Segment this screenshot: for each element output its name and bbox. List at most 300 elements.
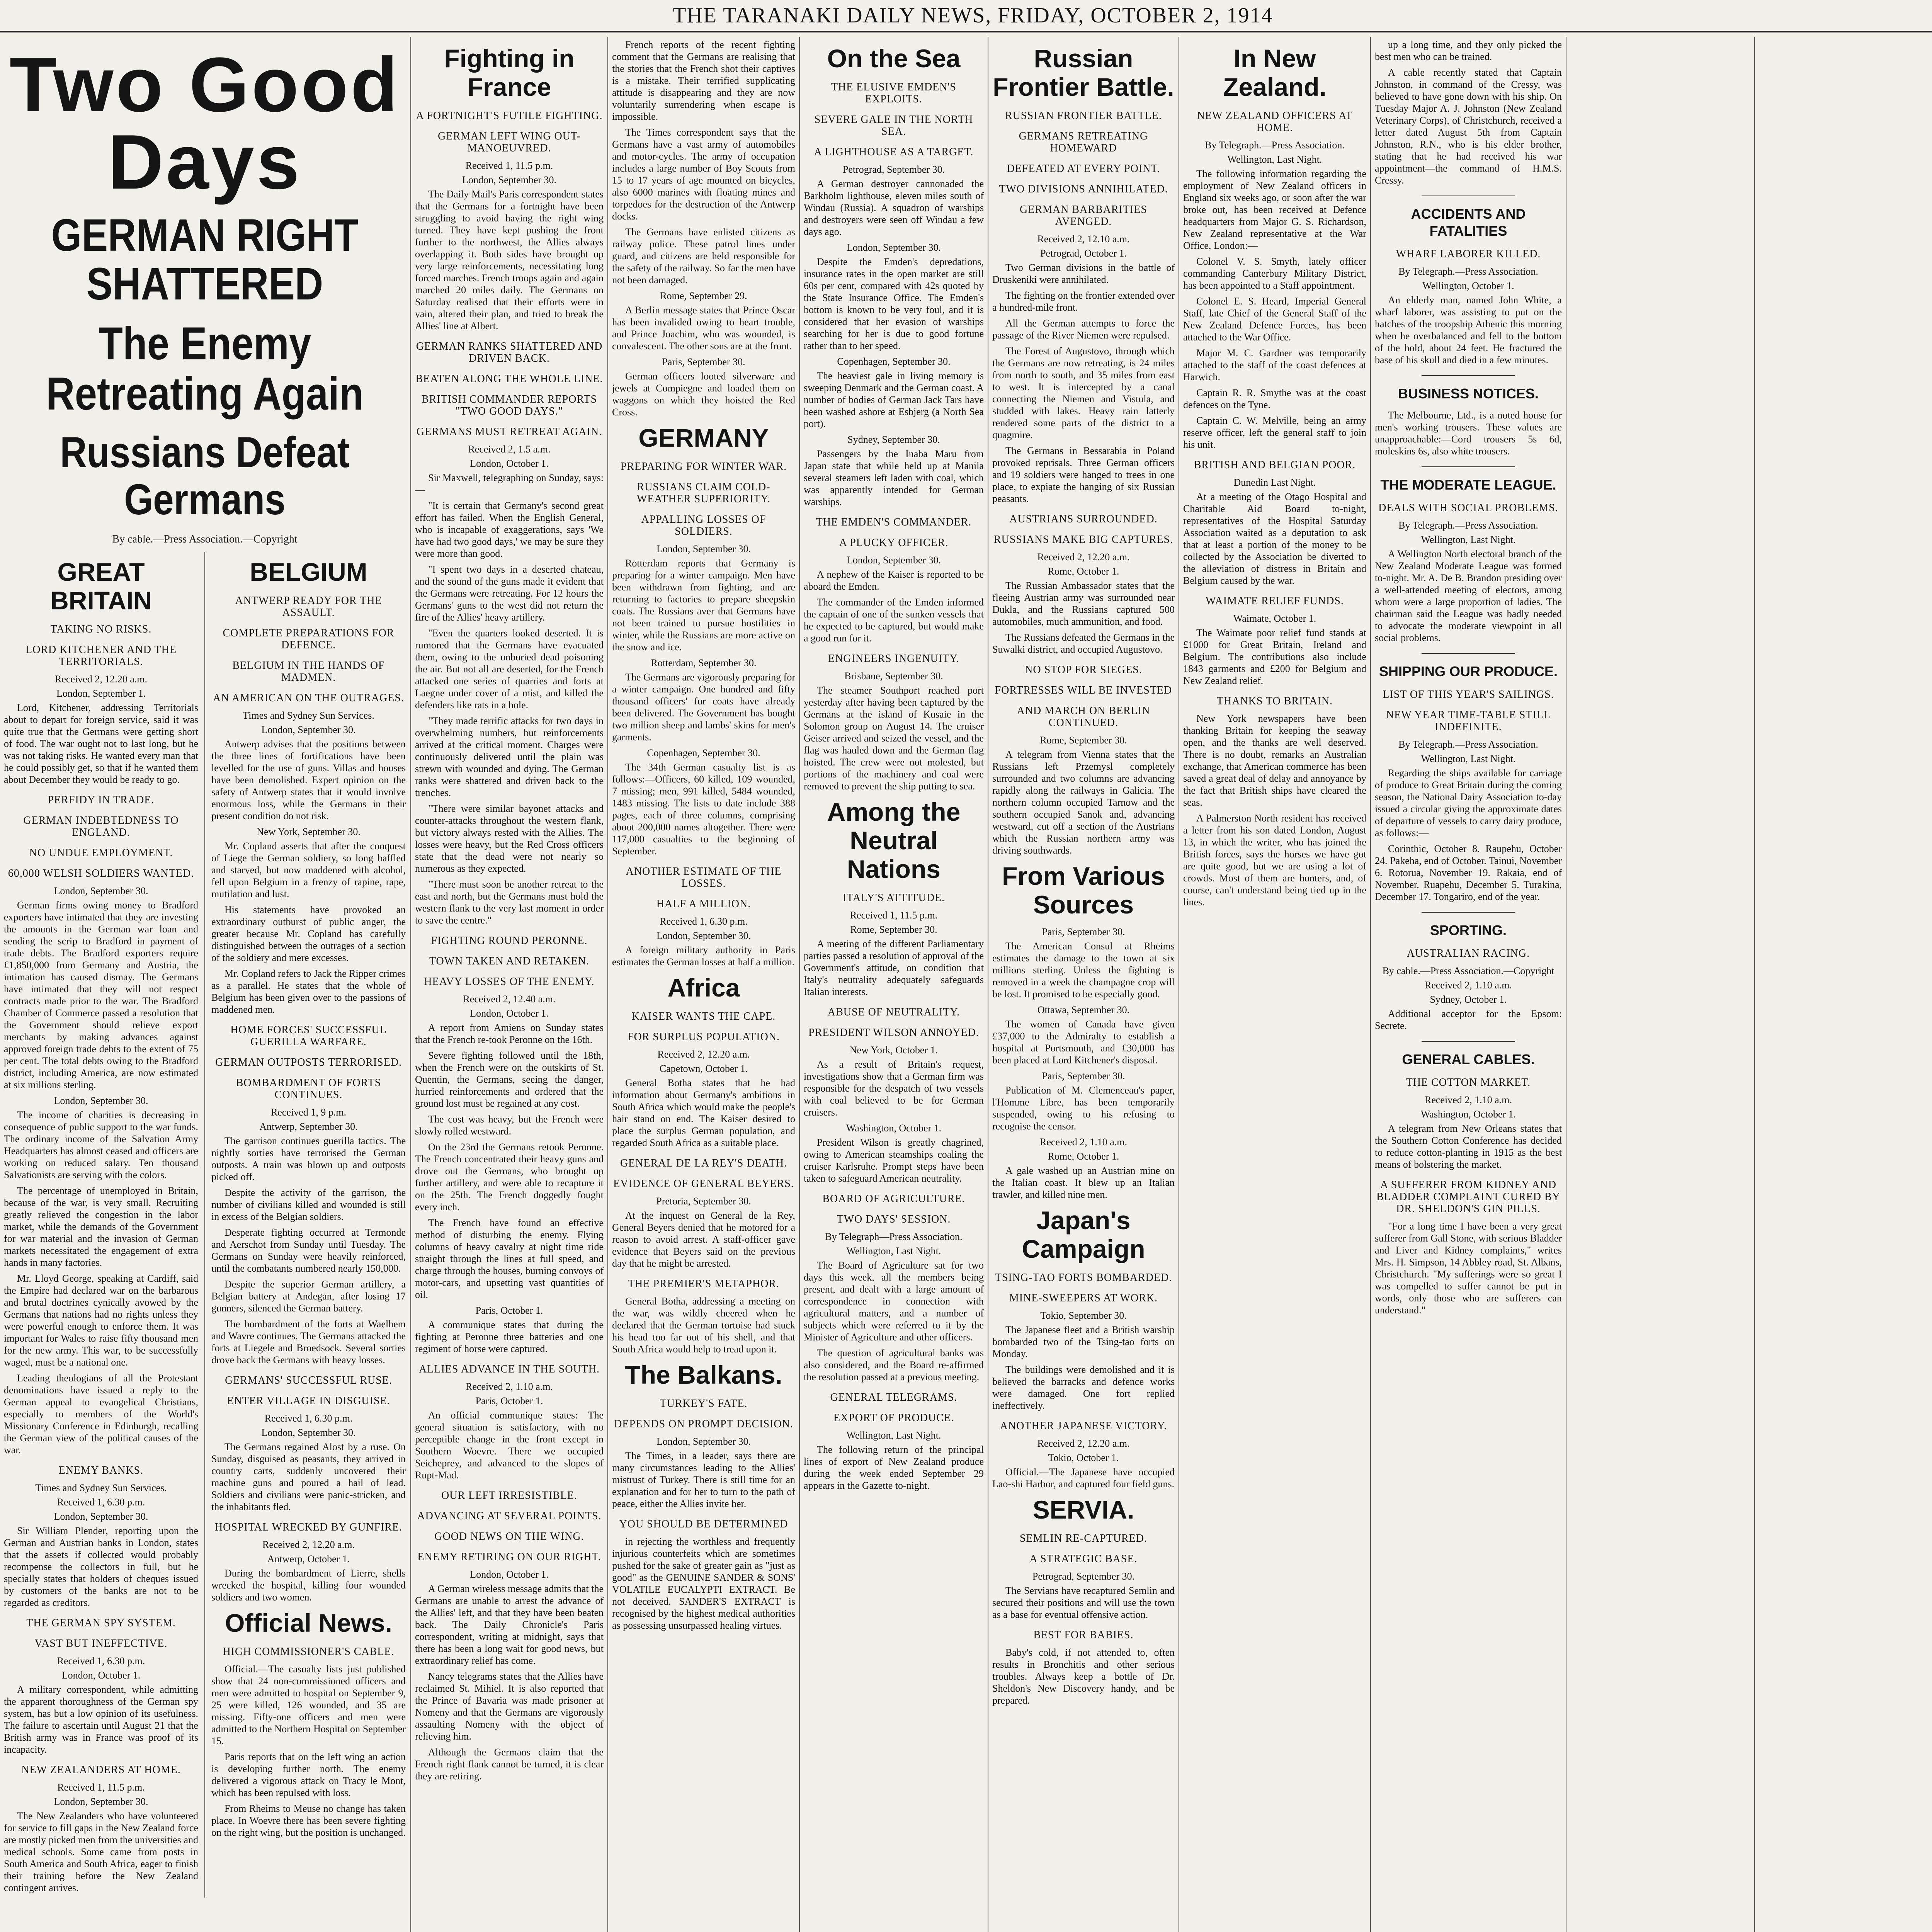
paragraph: The steamer Southport reached port yesterday after having been captured by the Germans at the island of Kusaie in the Solomon group on August 14. The cruiser Geiser arrived and seized the vessel, and the flag was hauled down and the German flag hoisted. The crew were not molested, but portions of the machinery and coal were removed to prevent the ship putting to sea. (804, 685, 984, 792)
subheading: ENGINEERS INGENUITY. (828, 653, 959, 665)
paragraph: Despite the Emden's depredations, insurance rates in the open market are still 60s per cent, compared with 42s quoted by the State Insurance Office. The Emden's bottom is known to be very foul, and it is considered that her evasion of warships searching for her is due to good fortune rather than to her speed. (804, 256, 984, 351)
germany-column (608, 39, 799, 1932)
section-heading: BELGIUM (250, 558, 367, 586)
subheading: AUSTRALIAN RACING. (1406, 947, 1530, 959)
dateline: London, October 1. (470, 1569, 549, 1580)
paragraph: Two German divisions in the battle of Druskeniki were annihilated. (992, 262, 1175, 285)
subheading: GERMAN INDEBTEDNESS TO ENGLAND. (23, 815, 179, 838)
paragraph: General Botha, addressing a meeting on the war, was wildly cheered when he declared that the German tortoise had stuck his head too far out of his shell, and that South Africa would help to tread upon it. (612, 1296, 795, 1355)
paragraph: New York newspapers have been thanking Britain for keeping the seaway open, and the thanks are well deserved. There is no doubt, remarks an Australian exchange, that American commerce has been saved a great deal of delay and annoyance by the fact that British ships have cleared the seas. (1183, 713, 1366, 808)
paragraph: The Waimate poor relief fund stands at £1000 for Great Britain, Ireland and Belgium. The contributions also include 1843 garments and £200 for Belgium and New Zealand relief. (1183, 627, 1366, 686)
subheading: TURKEY'S FATE. (660, 1398, 748, 1410)
subheading: HOME FORCES' SUCCESSFUL GUERILLA WARFARE. (230, 1024, 387, 1048)
subheading: DEPENDS ON PROMPT DECISION. (614, 1418, 793, 1430)
section-heading: Russian Frontier Battle. (993, 44, 1174, 101)
subheading: VAST BUT INEFFECTIVE. (34, 1638, 168, 1650)
dateline: Received 2, 1.10 a.m. (1425, 1094, 1512, 1105)
subheading: LORD KITCHENER AND THE TERRITORIALS. (26, 644, 177, 668)
subheading: GENERAL DE LA REY'S DEATH. (620, 1157, 787, 1169)
subheading: GERMANS RETREATING HOMEWARD (1019, 130, 1148, 154)
dateline: Pretoria, September 30. (656, 1196, 751, 1207)
subheading: ANTWERP READY FOR THE ASSAULT. (235, 595, 382, 619)
subheading: ENTER VILLAGE IN DISGUISE. (227, 1395, 390, 1407)
dateline: London, September 1. (56, 688, 146, 699)
subheading: WAIMATE RELIEF FUNDS. (1206, 595, 1344, 607)
subheading: GERMAN BARBARITIES AVENGED. (1020, 204, 1147, 228)
paragraph: Official.—The casualty lists just published show that 24 non-commissioned officers and men were admitted to hospital on September 9, 25 were killed, 126 wounded, and 35 are missing. Fifty-one officers and men were admitted to the Northern Hospital on September 15. (211, 1663, 406, 1747)
paragraph: The heaviest gale in living memory is sweeping Denmark and the German coast. A number of bodies of German Jack Tars have been washed ashore at Esbjerg (a North Sea port). (804, 370, 984, 429)
dateline: Wellington, Last Night. (1421, 534, 1516, 545)
dateline: Washington, October 1. (1420, 1109, 1516, 1120)
lead-story (0, 39, 410, 1932)
paragraph: A foreign military authority in Paris estimates the German losses at half a million. (612, 944, 795, 968)
paragraph: The Germans in Bessarabia in Poland provoked reprisals. Three German officers and 19 soldiers were hanged to trees in one place, to expiate the hanging of six Russian peasants. (992, 445, 1175, 504)
dateline: Antwerp, October 1. (267, 1553, 350, 1565)
section-heading: BUSINESS NOTICES. (1398, 386, 1539, 401)
section-heading: GENERAL CABLES. (1402, 1051, 1535, 1067)
subheading: GERMAN OUTPOSTS TERRORISED. (215, 1056, 402, 1068)
subheading: DEFEATED AT EVERY POINT. (1007, 163, 1160, 175)
dateline: Received 2, 12.20 a.m. (1037, 551, 1130, 563)
section-heading: ACCIDENTS AND FATALITIES (1411, 206, 1526, 239)
headline-secondary: GERMAN RIGHT SHATTERED (51, 210, 359, 310)
paragraph: Rotterdam reports that Germany is preparing for a winter campaign. Men have been withdrawn from fighting, and are returning to factories to prepare sheepskin coats. The Russians aver that Germans have not been trained to pursue hostilities in winter, while the Russians are more active on the snow and ice. (612, 558, 795, 653)
subheading: THE GERMAN SPY SYSTEM. (26, 1617, 176, 1629)
paragraph: The Daily Mail's Paris correspondent states that the Germans for a fortnight have been struggling to avoid having the right wing turned. They have kept pushing the front further to the northwest, the Allies always overlapping it. Both sides have brought up very large reinforcements, necessitating long forced marches. French troops again and again marched 20 miles daily. The Germans on Saturday realised that their efforts were in vain, altered their plan, and tried to break the Allies' line at Albert. (415, 189, 604, 332)
subheading: FIGHTING ROUND PERONNE. (431, 935, 588, 947)
subheading: NEW ZEALAND OFFICERS AT HOME. (1197, 110, 1353, 134)
section-heading: THE MODERATE LEAGUE. (1380, 477, 1556, 493)
dateline: By Telegraph—Press Association. (825, 1231, 963, 1242)
subheading: 60,000 WELSH SOLDIERS WANTED. (8, 867, 194, 879)
dateline: Antwerp, September 30. (259, 1121, 358, 1132)
dateline: Received 2, 12.40 a.m. (463, 993, 556, 1005)
dateline: Dunedin Last Night. (1233, 477, 1316, 488)
dateline: Rome, October 1. (1048, 566, 1119, 577)
paragraph: The Board of Agriculture sat for two days this week, all the members being present, and dealt with a large amount of correspondence in connection with agricultural matters, and a number of subjects which were referred to it by the Minister of Agriculture and other officers. (804, 1260, 984, 1343)
dateline: Received 2, 1.10 a.m. (1040, 1136, 1127, 1148)
paragraph: Desperate fighting occurred at Termonde and Aerschot from Sunday until Tuesday. The Germans on Sunday were heavily reinforced, until the combatants numbered nearly 150,000. (211, 1227, 406, 1274)
paragraph: Despite the activity of the garrison, the number of civilians killed and wounded is still in excess of the Belgian soldiers. (211, 1187, 406, 1222)
paragraph: The buildings were demolished and it is believed the barracks and defence works were damaged. One fort replied ineffectively. (992, 1364, 1175, 1411)
dateline: London, October 1. (61, 1670, 141, 1681)
subheading: HOSPITAL WRECKED BY GUNFIRE. (214, 1521, 403, 1533)
dateline: By Telegraph.—Press Association. (1398, 520, 1538, 531)
paragraph: Corinthic, October 8. Raupehu, October 24. Pakeha, end of October. Tainui, November 6. Rotorua, November 19. Rakaia, end of November. Ruapehu, December 5. Turakina, December 17. Tongariro, end of the year. (1375, 843, 1562, 902)
paragraph: Lord, Kitchener, addressing Territorials about to depart for foreign service, said it was quite true that the Germans were getting short of food. The war ought not to last long, but he was not taking risks. He wanted every man that he could possibly get, so that if he wanted them about December they would be ready to go. (4, 702, 198, 785)
dateline: Received 1, 11.5 p.m. (465, 160, 553, 171)
dateline: Sydney, September 30. (847, 434, 940, 445)
dateline: Rome, September 30. (1040, 735, 1127, 746)
dateline: Petrograd, September 30. (842, 164, 945, 175)
dateline: By Telegraph.—Press Association. (1398, 266, 1538, 277)
lead-subcolumns (4, 552, 406, 1898)
paragraph: Mr. Copland asserts that after the conquest of Liege the German soldiery, so long baffled and starved, but now maddened with alcohol, fell upon Belgium in a frenzy of rapine, rape, mutilation and lust. (211, 840, 406, 900)
paragraph: The commander of the Emden informed the captain of one of the sunken vessels that he expected to be captured, but would make a good run for it. (804, 597, 984, 644)
subheading: GERMAN RANKS SHATTERED AND DRIVEN BACK. (416, 340, 603, 364)
subheading: TWO DAYS' SESSION. (837, 1213, 951, 1225)
dateline: Received 1, 11.5 p.m. (850, 910, 938, 921)
paragraph: Official.—The Japanese have occupied Lao-shi Harbor, and captured four field guns. (992, 1466, 1175, 1490)
paragraph: Colonel V. S. Smyth, lately officer commanding Canterbury Military District, has been appointed to a Staff appointment. (1183, 256, 1366, 291)
dateline: London, September 30. (261, 724, 356, 735)
dateline: By Telegraph.—Press Association. (1398, 739, 1538, 750)
advertisement-heading: YOU SHOULD BE DETERMINED (619, 1518, 788, 1530)
paragraph: A German wireless message admits that the Germans are unable to arrest the advance of the Allies' left, and that they have been beaten back. The Daily Chronicle's Paris correspondent, writing at midnight, says that there has been a long wait for good news, but extraordinary relief has come. (415, 1583, 604, 1666)
paragraph: On the 23rd the Germans retook Peronne. The French concentrated their heavy guns and drove out the Germans, who brought up further artillery, and were able to recapture it on the 25th. The French doggedly fought every inch. (415, 1141, 604, 1213)
section-heading: SPORTING. (1430, 922, 1507, 938)
subheading: ANOTHER JAPANESE VICTORY. (1000, 1420, 1167, 1432)
paragraph: "Even the quarters looked deserted. It is rumored that the Germans have evacuated them, owing to the unburied dead poisoning the air. But not all are deserted, for the French attacked one series of quarries and forts at Laegne under cover of a mist, and killed the defenders like rats in a hole. (415, 628, 604, 711)
subheading: ITALY'S ATTITUDE. (842, 892, 945, 904)
subheading: GERMANS MUST RETREAT AGAIN. (416, 426, 602, 438)
paragraph: "I spent two days in a deserted chateau, and the sound of the guns made it evident that the Germans were retreating. For 12 hours the Germans' guns to the west did not return the fire of the Allies' heavy artillery. (415, 564, 604, 623)
section-heading: Fighting in France (444, 44, 575, 101)
dateline: Petrograd, October 1. (1040, 248, 1127, 259)
column-rule (1754, 37, 1755, 1932)
paragraph: A Wellington North electoral branch of the New Zealand Moderate League was formed to-night. Mr. A. De B. Brandon presiding over a well-attended meeting of electors, among whom were a large proportion of ladies. The chairman said the League was badly needed to advocate the moderate viewpoint in all social problems. (1375, 548, 1562, 643)
headline-tertiary: The Enemy Retreating Again (46, 318, 364, 420)
paragraph: An official communique states: The general situation is satisfactory, with no perceptible change in the front except in Southern Woevre. There we occupied Seicheprey, and advanced to the slopes of Rupt-Mad. (415, 1410, 604, 1481)
advertisement-heading: A SUFFERER FROM KIDNEY AND BLADDER COMPLAINT CURED BY DR. SHELDON'S GIN PILLS. (1376, 1179, 1560, 1215)
dateline: Waimate, October 1. (1233, 613, 1316, 624)
paragraph: The Forest of Augustovo, through which the Germans are now retreating, is 24 miles from north to south, and 35 miles from east to west. It is intercepted by a canal connecting the Niemen and Vistula, and studded with lakes. Heavy rain latterly rendered some parts of the district to a quagmire. (992, 345, 1175, 440)
advertisement-text: in rejecting the worthless and frequently injurious counterfeits which are sometimes pushed for the sake of greater gain as "just as good" as the GENUINE SANDER & SONS' VOLATILE EUCALYPTI EXTRACT. Be not deceived. SANDER'S EXTRACT is recognised by the highest medical authorities as possessing unsurpassed healing virtues. (612, 1536, 795, 1631)
subheading: THANKS TO BRITAIN. (1216, 695, 1333, 707)
subheading: TOWN TAKEN AND RETAKEN. (429, 955, 590, 967)
paragraph: The Germans are vigorously preparing for a winter campaign. One hundred and fifty thousand officers' fur coats have already been delivered. The Government has bought two million sheep and lambs' skins for men's garments. (612, 672, 795, 743)
section-heading: From Various Sources (1002, 862, 1165, 919)
paragraph: President Wilson is greatly chagrined, owing to American steamships coaling the cruiser Karlsruhe. Prompt steps have been taken to safeguard American neutrality. (804, 1137, 984, 1184)
dateline: Rome, September 30. (850, 924, 937, 935)
section-heading: Japan's Campaign (1022, 1206, 1145, 1263)
dateline: New York, September 30. (257, 826, 361, 837)
dateline: London, October 1. (470, 458, 549, 469)
subheading: RUSSIANS CLAIM COLD-WEATHER SUPERIORITY. (636, 481, 771, 505)
subheading: PREPARING FOR WINTER WAR. (620, 461, 787, 473)
paragraph: The Times, in a leader, says there are many circumstances leading to the Allies' mistrust of Turkey. There is still time for an explanation and for her to turn to the path of peace, either the Allies invite her. (612, 1450, 795, 1509)
subheading: SEMLIN RE-CAPTURED. (1019, 1532, 1148, 1544)
paragraph: The Germans regained Alost by a ruse. On Sunday, disguised as peasants, they arrived in country carts, suddenly uncovered their machine guns and poured a hail of lead. Soldiers and civilians were panic-stricken, and the inhabitants fled. (211, 1441, 406, 1512)
paragraph: A telegram from New Orleans states that the Southern Cotton Conference has decided to reduce cotton-planting in 1915 as the best means of bolstering the market. (1375, 1123, 1562, 1170)
paragraph: A cable recently stated that Captain Johnston, in command of the Cressy, was believed to have gone down with his ship. On Tuesday Major A. J. Johnston (New Zealand Veterinary Corps), of Christchurch, received a letter dated August 5th from Captain Johnston, R.N., who is his elder brother, stating that he had received his war appointment—the command of H.M.S. Cressy. (1375, 67, 1562, 186)
paragraph: German firms owing money to Bradford exporters have intimated that they are investing the amounts in the German war loan and sending the scrip to Bradford in payment of trade debts. The Bradford exporters require £1,850,000 from Germany and Austria, the intimation has caused dismay. The Germans have intimated that they will not respect contracts made prior to the war. The Bradford Chamber of Commerce passed a resolution that the Government should relieve export merchants by making advances against approved foreign trade debts to the extent of 75 per cent. The total debts owing to the Bradford district, including America, are now estimated at six millions sterling. (4, 900, 198, 1090)
paragraph: The income of charities is decreasing in consequence of public support to the war funds. The ordinary income of the Salvation Army Headquarters has almost ceased and officers are working on reduced salary. Ten thousand Salvationists are serving with the colors. (4, 1109, 198, 1180)
new-zealand-column (1179, 39, 1370, 1932)
dateline: Rome, October 1. (1048, 1151, 1119, 1162)
advertisement-text: "For a long time I have been a very great sufferer from Gall Stone, with serious Bladder and Liver and Kidney complaints," writes Mrs. H. Simpson, 14 Abbley road, St. Albans, Christchurch. "My sufferings were so great I was compelled to suffer cannot be put in words, only those who are sufferers can understand." (1375, 1221, 1562, 1316)
subheading: GOOD NEWS ON THE WING. (434, 1531, 584, 1543)
dateline: London, September 30. (54, 885, 148, 896)
divider (1422, 653, 1515, 654)
section-heading: Among the Neutral Nations (827, 798, 961, 883)
subheading: HEAVY LOSSES OF THE ENEMY. (424, 976, 595, 988)
dateline: Received 2, 12.20 a.m. (1037, 1438, 1130, 1449)
paragraph: Sir William Plender, reporting upon the German and Austrian banks in London, states that the assets if collected would probably recompense the collectors in full, but he specially states that holders of cheques issued by customers of the banks are not to be regarded as creditors. (4, 1525, 198, 1608)
headline-quaternary: Russians Defeat Germans (60, 428, 350, 524)
subheading: RUSSIANS MAKE BIG CAPTURES. (993, 534, 1173, 546)
paragraph: The Times correspondent says that the Germans have a vast army of automobiles and motor-cycles. The army of occupation includes a large number of Boy Scouts from 15 to 17 years of age mounted on bicycles, also 6000 marines with floating mines and torpedoes for the destruction of the Antwerp docks. (612, 127, 795, 222)
paragraph: Additional acceptor for the Epsom: Secrete. (1375, 1008, 1562, 1031)
subheading: RUSSIAN FRONTIER BATTLE. (1005, 110, 1162, 122)
paragraph: A Palmerston North resident has received a letter from his son dated London, August 13, in which the writer, who has joined the British forces, says the horses we have got are quite good, but we are using a lot of crowds. Most of them are hunters, and, of course, can't understand being tied up in the lines. (1183, 813, 1366, 908)
dateline: Received 1, 6.30 p.m. (57, 1655, 145, 1667)
paragraph: The Servians have recaptured Semlin and secured their positions and will use the town as a base for eventual offensive action. (992, 1585, 1175, 1620)
subheading: AN AMERICAN ON THE OUTRAGES. (213, 692, 404, 704)
paragraph: Captain R. R. Smythe was at the coast defences on the Tyne. (1183, 387, 1366, 410)
dateline: London, September 30. (54, 1796, 148, 1807)
subheading: ALLIES ADVANCE IN THE SOUTH. (419, 1363, 600, 1375)
subheading: THE EMDEN'S COMMANDER. (816, 516, 972, 528)
subheading: A STRATEGIC BASE. (1029, 1553, 1138, 1565)
subheading: NO STOP FOR SIEGES. (1025, 664, 1142, 676)
dateline: London, September 30. (846, 242, 941, 253)
paragraph: The Japanese fleet and a British warship bombarded two of the Tsing-tao forts on Monday. (992, 1324, 1175, 1359)
subheading: WHARF LABORER KILLED. (1396, 248, 1541, 260)
dateline: Rotterdam, September 30. (651, 657, 757, 668)
paragraph: The question of agricultural banks was also considered, and the Board re-affirmed the resolution passed at a previous meeting. (804, 1347, 984, 1383)
paragraph: Sir Maxwell, telegraphing on Sunday, says:— (415, 472, 604, 495)
dateline: Received 1, 9 p.m. (271, 1107, 346, 1118)
dateline: Paris, October 1. (475, 1305, 543, 1316)
section-heading: GREAT BRITAIN (50, 558, 152, 615)
paragraph: "There must soon be another retreat to the east and north, but the Germans must hold the western flank to the very last moment in order to save the centre." (415, 879, 604, 926)
column-rule (204, 552, 205, 1898)
subheading: LIST OF THIS YEAR'S SAILINGS. (1383, 689, 1554, 701)
dateline: Received 2, 1.10 a.m. (1425, 980, 1512, 991)
subheading: ADVANCING AT SEVERAL POINTS. (417, 1510, 602, 1522)
paragraph: The Russian Ambassador states that the fleeing Austrian army was surrounded near Dukla, and the Russians captured 500 automobiles, much ammunition, and food. (992, 580, 1175, 627)
paragraph: Regarding the ships available for carriage of produce to Great Britain during the coming season, the National Dairy Association to-day issued a circular giving the approximate dates of departure of vessels to carry dairy produce, as follows:— (1375, 767, 1562, 838)
paragraph: The women of Canada have given £37,000 to the Admiralty to establish a hospital at Portsmouth, and £30,000 has been placed at Lord Kitchener's disposal. (992, 1019, 1175, 1066)
dateline: Received 1, 6.30 p.m. (264, 1413, 353, 1424)
dateline: Paris, September 30. (1042, 1070, 1125, 1082)
dateline: Wellington, Last Night. (1227, 154, 1322, 165)
masthead: THE TARANAKI DAILY NEWS, FRIDAY, OCTOBER 2, 1914 (0, 0, 1932, 32)
paragraph: Mr. Lloyd George, speaking at Cardiff, said the Empire had declared war on the barbarous and brutal doctrines cynically avowed by the Germans that nations had no rights unless they were powerful enough to enforce them. It was important for Wales to raise fifty thousand men for the new army. This war, to be successfully waged, must be a national one. (4, 1273, 198, 1368)
dateline: Wellington, Last Night. (846, 1430, 941, 1441)
dateline: Received 2, 12.20 a.m. (657, 1049, 750, 1060)
subheading: COMPLETE PREPARATIONS FOR DEFENCE. (223, 627, 395, 651)
paragraph: Nancy telegrams states that the Allies have reclaimed St. Mihiel. It is also reported that the Prince of Bavaria was made prisoner at Nomeny and that the Germans are vigorously assaulting Nomeny with the object of relieving him. (415, 1671, 604, 1742)
paragraph: A meeting of the different Parliamentary parties passed a resolution of approval of the Government's attitude, on condition that Italy's neutrality adequately safeguards Italian interests. (804, 938, 984, 997)
subheading: ENEMY RETIRING ON OUR RIGHT. (417, 1551, 601, 1563)
dateline: London, September 30. (54, 1095, 148, 1106)
paragraph: The Melbourne, Ltd., is a noted house for men's working trousers. These values are unapproachable:—Cord trousers 5s 6d, moleskins 6s, also white trousers. (1375, 410, 1562, 457)
paragraph: The garrison continues guerilla tactics. The nightly sorties have terrorised the German outposts. A train was blown up and outposts picked off. (211, 1135, 406, 1182)
subheading: THE ELUSIVE EMDEN'S EXPLOITS. (831, 81, 957, 105)
paragraph: An elderly man, named John White, a wharf laborer, was assisting to put on the hatches of the troopship Athenic this morning when he overbalanced and fell to the bottom of the hold, about 24 feet. He fractured the base of his skull and died in a few minutes. (1375, 294, 1562, 366)
subheading: NEW YEAR TIME-TABLE STILL INDEFINITE. (1386, 709, 1551, 733)
subheading: HALF A MILLION. (656, 898, 751, 910)
paragraph: At a meeting of the Otago Hospital and Charitable Aid Board to-night, representatives of the Hospital Saturday Association waited as a deputation to ask that at least a portion of the money to be collected by the Association be diverted to the alleviation of distress in Britain and Belgium caused by the war. (1183, 491, 1366, 586)
section-heading: GERMANY (638, 423, 769, 452)
divider (1422, 375, 1515, 376)
subheading: NEW ZEALANDERS AT HOME. (21, 1764, 181, 1776)
subheading: ENEMY BANKS. (58, 1464, 144, 1476)
subheading: AND MARCH ON BERLIN CONTINUED. (1017, 705, 1150, 729)
paragraph: General Botha states that he had information about Germany's ambitions in South Africa which would make the people's hair stand on end. The Kaiser desired to place the surplus German population, and regarded South Africa as a suitable place. (612, 1077, 795, 1148)
paragraph: At the inquest on General de la Rey, General Beyers denied that he motored for a reason to avoid arrest. A staff-officer gave evidence that Beyers said on the previous day that he might be arrested. (612, 1210, 795, 1269)
paragraph: The following return of the principal lines of export of New Zealand produce during the week ended September 29 appears in the Gazette to-night. (804, 1444, 984, 1491)
dateline: Tokio, September 30. (1040, 1310, 1127, 1321)
subheading: OUR LEFT IRRESISTIBLE. (441, 1490, 578, 1502)
section-heading: On the Sea (827, 44, 961, 73)
subheading: ABUSE OF NEUTRALITY. (827, 1006, 960, 1018)
dateline: Wellington, Last Night. (846, 1245, 941, 1257)
section-heading: Africa (667, 973, 740, 1002)
paragraph: Captain C. W. Melville, being an army reserve officer, left the general staff to join his unit. (1183, 415, 1366, 450)
subheading: BEATEN ALONG THE WHOLE LINE. (415, 373, 603, 385)
dateline: Received 1, 11.5 p.m. (57, 1782, 145, 1793)
paragraph: Baby's cold, if not attended to, often results in Bronchitis and other serious troubles. Always keep a bottle of Dr. Sheldon's New Discovery handy, and be prepared. (992, 1647, 1175, 1706)
subheading: AUSTRIANS SURROUNDED. (1009, 513, 1158, 525)
paragraph: The 34th German casualty list is as follows:—Officers, 60 killed, 109 wounded, 7 missing; men, 991 killed, 5484 wounded, 1483 missing. The lists to date include 388 pages, each of three columns, comprising about 200,000 names altogether. There were 117,000 casualties to the beginning of September. (612, 762, 795, 857)
paragraph: The French have found an effective method of disturbing the enemy. Flying columns of heavy cavalry at night time ride straight through the lines at full speed, and charge through the houses, burning convoys of motor-cars, and upsetting vast quantities of oil. (415, 1217, 604, 1300)
subheading: PRESIDENT WILSON ANNOYED. (808, 1027, 979, 1039)
paragraph: His statements have provoked an extraordinary outburst of public anger, the greater because Mr. Copland has carefully distinguished between the outrages of a section of the soldiery and mere excesses. (211, 904, 406, 963)
dateline: Wellington, October 1. (1422, 280, 1514, 291)
paragraph: All the German attempts to force the passage of the River Niemen were repulsed. (992, 318, 1175, 341)
dateline: Times and Sydney Sun Services. (35, 1482, 167, 1493)
subheading: TSING-TAO FORTS BOMBARDED. (995, 1272, 1172, 1284)
paragraph: "It is certain that Germany's second great effort has failed. When the English General, who is incapable of exaggerations, says 'We have had two good days,' we may be sure they were more than good. (415, 500, 604, 559)
paragraph: A report from Amiens on Sunday states that the French re-took Peronne on the 16th. (415, 1022, 604, 1045)
paragraph: Although the Germans claim that the French right flank cannot be turned, it is clear they are retiring. (415, 1747, 604, 1782)
dateline: London, September 30. (462, 174, 557, 185)
paragraph: "There were similar bayonet attacks and counter-attacks throughout the western flank, but victory always rested with the Allies. The losses were heavy, but the Red Cross officers state that the dead were not nearly so numerous as they expected. (415, 803, 604, 874)
subheading: HIGH COMMISSIONER'S CABLE. (223, 1646, 395, 1658)
subheading: EVIDENCE OF GENERAL BEYERS. (613, 1178, 794, 1190)
dateline: London, September 30. (656, 930, 751, 941)
subheading: A LIGHTHOUSE AS A TARGET. (814, 146, 974, 158)
paragraph: Mr. Copland refers to Jack the Ripper crimes as a parallel. He states that the whole of Belgium has been given over to the passions of maddened men. (211, 968, 406, 1015)
paragraph: German officers looted silverware and jewels at Compiegne and loaded them on waggons on which they hoisted the Red Cross. (612, 371, 795, 418)
subheading: KAISER WANTS THE CAPE. (631, 1010, 776, 1022)
dateline: Brisbane, September 30. (844, 670, 943, 682)
france-column (411, 39, 607, 1932)
headline-primary: Two Good Days (9, 42, 400, 205)
dateline: Received 1, 6.30 p.m. (660, 916, 748, 927)
dateline: By cable.—Press Association.—Copyright (1382, 965, 1554, 976)
paragraph: The cost was heavy, but the French were slowly rolled westward. (415, 1114, 604, 1137)
dateline: Received 2, 12.20 a.m. (262, 1539, 355, 1550)
paragraph: "They made terrific attacks for two days in overwhelming numbers, but reinforcements arrived at the critical moment. Charges were continuously delivered until the plain was strewn with wounded and dying. The German ranks were shattered and driven back to the trenches. (415, 715, 604, 798)
dateline: Paris, September 30. (662, 356, 745, 367)
paragraph: French reports of the recent fighting comment that the Germans are realising that the stories that the French shot their captives is a mistake. Their terrified supplicating attitude is disappearing and they are now voluntarily surrendering when escape is impossible. (612, 39, 795, 122)
section-heading: SERVIA. (1032, 1495, 1134, 1524)
section-heading: The Balkans. (625, 1361, 782, 1389)
subheading: GERMANS' SUCCESSFUL RUSE. (225, 1374, 392, 1386)
dateline: London, September 30. (656, 543, 751, 554)
paragraph: A German destroyer cannonaded the Barkholm lighthouse, eleven miles south of Windau (Russia). A squadron of warships and destroyers were seen off Windau a few days ago. (804, 178, 984, 237)
dateline: London, September 30. (261, 1427, 356, 1438)
subheading: TWO DIVISIONS ANNIHILATED. (999, 183, 1168, 195)
paragraph: The fighting on the frontier extended over a hundred-mile front. (992, 290, 1175, 313)
dateline: By Telegraph.—Press Association. (1205, 139, 1345, 151)
great-britain-column (4, 552, 198, 1898)
subheading: BRITISH COMMANDER REPORTS "TWO GOOD DAYS." (421, 393, 597, 417)
subheading: SEVERE GALE IN THE NORTH SEA. (814, 114, 973, 138)
subheading: DEALS WITH SOCIAL PROBLEMS. (1378, 502, 1558, 514)
paragraph: The percentage of unemployed in Britain, because of the war, is very small. Recruiting greatly relieved the congestion in the labor market, while the demands of the Government for war material and the invasion of German markets necessitated the engagement of extra hands in many factories. (4, 1185, 198, 1268)
dateline: Paris, September 30. (1042, 926, 1125, 937)
paragraph: Passengers by the Inaba Maru from Japan state that while held up at Manila several steamers left laden with coal, which was apparently intended for German warships. (804, 448, 984, 507)
dateline: Copenhagen, September 30. (837, 356, 951, 367)
subheading: GERMAN LEFT WING OUT-MANOEUVRED. (438, 130, 581, 154)
subheading: THE COTTON MARKET. (1406, 1077, 1531, 1088)
paragraph: Severe fighting followed until the 18th, when the French were on the outskirts of St. Quentin, the Germans, seeing the danger, hurried reinforcements and ordered that the ground lost must be regained at any cost. (415, 1050, 604, 1109)
section-heading: SHIPPING OUR PRODUCE. (1379, 663, 1558, 679)
paragraph: Leading theologians of all the Protestant denominations have issued a reply to the German appeal to evangelical Christians, especially to members of the World's Missionary Conference in Edinburgh, recalling the German view of the political causes of the war. (4, 1372, 198, 1456)
paragraph: During the bombardment of Lierre, shells wrecked the hospital, killing four wounded soldiers and two women. (211, 1568, 406, 1603)
paragraph: From Rheims to Meuse no change has taken place. In Woevre there has been severe fighting on the right wing, but the position is unchanged. (211, 1803, 406, 1838)
paragraph: Major M. C. Gardner was temporarily attached to the staff of the coast defences at Harwich. (1183, 347, 1366, 383)
subheading: EXPORT OF PRODUCE. (833, 1412, 954, 1424)
dateline: Copenhagen, September 30. (647, 747, 760, 759)
section-heading: Official News. (225, 1609, 392, 1637)
paragraph: Paris reports that on the left wing an action is developing further north. The enemy delivered a vigorous attack on Tracy le Mont, which has been repulsed with loss. (211, 1751, 406, 1798)
dateline: Tokio, October 1. (1048, 1452, 1119, 1463)
sea-column (800, 39, 988, 1932)
paragraph: A nephew of the Kaiser is reported to be aboard the Emden. (804, 569, 984, 592)
belgium-column (211, 552, 406, 1898)
dateline: Received 2, 12.20 a.m. (55, 673, 147, 685)
subheading: ANOTHER ESTIMATE OF THE LOSSES. (626, 866, 782, 889)
subheading: PERFIDY IN TRADE. (48, 794, 155, 806)
paragraph: The Russians defeated the Germans in the Suwalki district, and occupied Augustovo. (992, 632, 1175, 655)
paragraph: As a result of Britain's request, investigations show that a German firm was responsible for the despatch of two vessels with coal believed to be for German cruisers. (804, 1059, 984, 1118)
dateline: Received 2, 1.10 a.m. (466, 1381, 553, 1392)
dateline: Washington, October 1. (846, 1122, 942, 1134)
dateline: London, October 1. (470, 1008, 549, 1019)
dateline: Ottawa, September 30. (1037, 1004, 1130, 1015)
dateline: Rome, September 29. (660, 290, 747, 301)
subheading: A FORTNIGHT'S FUTILE FIGHTING. (416, 110, 603, 122)
cable-credit: By cable.—Press Association.—Copyright (112, 533, 298, 545)
dateline: Times and Sydney Sun Services. (243, 710, 374, 721)
paragraph: Colonel E. S. Heard, Imperial General Staff, late Chief of the General Staff of the New Zealand Defence Forces, has been attached to the War Office. (1183, 296, 1366, 343)
paragraph: The American Consul at Rheims estimates the damage to the town at six millions sterling. Unless the fighting is removed in a week the champagne crop will be lost. It promised to be especially good. (992, 940, 1175, 1000)
subheading: BOMBARDMENT OF FORTS CONTINUES. (236, 1077, 381, 1101)
subheading: THE PREMIER'S METAPHOR. (628, 1278, 780, 1290)
section-heading: In New Zealand. (1223, 44, 1327, 101)
paragraph: A communique states that during the fighting at Peronne three batteries and one regiment of horse were captured. (415, 1319, 604, 1354)
dateline: London, September 30. (656, 1436, 751, 1447)
dateline: New York, October 1. (849, 1044, 938, 1056)
paragraph: A Berlin message states that Prince Oscar has been invalided owing to heart trouble, and Prince Joachim, who was wounded, is convalescent. The other sons are at the front. (612, 304, 795, 352)
subheading: NO UNDUE EMPLOYMENT. (29, 847, 173, 859)
dateline: London, September 30. (54, 1511, 148, 1522)
dateline: Sydney, October 1. (1430, 994, 1507, 1005)
paragraph: A telegram from Vienna states that the Russians left Przemysl completely surrounded and two columns are advancing rapidly along the railways in Galicia. The northern column occupied Tarnow and the southern occupied Sanok and, advancing westward, cut off a section of the Austrians which the Russian northern army was driving southwards. (992, 749, 1175, 856)
subheading: BELGIUM IN THE HANDS OF MADMEN. (232, 660, 385, 684)
dateline: Capetown, October 1. (659, 1063, 748, 1074)
paragraph: The New Zealanders who have volunteered for service to fill gaps in the New Zealand force are mostly picked men from the universities and medical schools. Some came from posts in South America and South Africa, eager to finish their training before the New Zealand contingent arrives. (4, 1810, 198, 1893)
notices-column (1371, 39, 1566, 1932)
paragraph: up a long time, and they only picked the best men who can be trained. (1375, 39, 1562, 62)
subheading: FOR SURPLUS POPULATION. (627, 1031, 780, 1043)
subheading: BRITISH AND BELGIAN POOR. (1194, 459, 1356, 471)
paragraph: Antwerp advises that the positions between the three lines of fortifications have been levelled for the use of guns. Villas and houses have been demolished. Expert opinion on the safety of Antwerp states that it would involve enormous loss, while the Germans in their present condition do not risk. (211, 738, 406, 821)
dateline: Paris, October 1. (475, 1395, 543, 1406)
divider (1422, 912, 1515, 913)
dateline: Wellington, Last Night. (1421, 753, 1516, 764)
paragraph: The bombardment of the forts at Waelhem and Wavre continues. The Germans attacked the forts at Liegele and Broedsock. Several sorties drove back the Germans with heavy losses. (211, 1318, 406, 1366)
dateline: London, September 30. (846, 554, 941, 566)
subheading: GENERAL TELEGRAMS. (830, 1391, 957, 1403)
dateline: Petrograd, September 30. (1032, 1571, 1135, 1582)
